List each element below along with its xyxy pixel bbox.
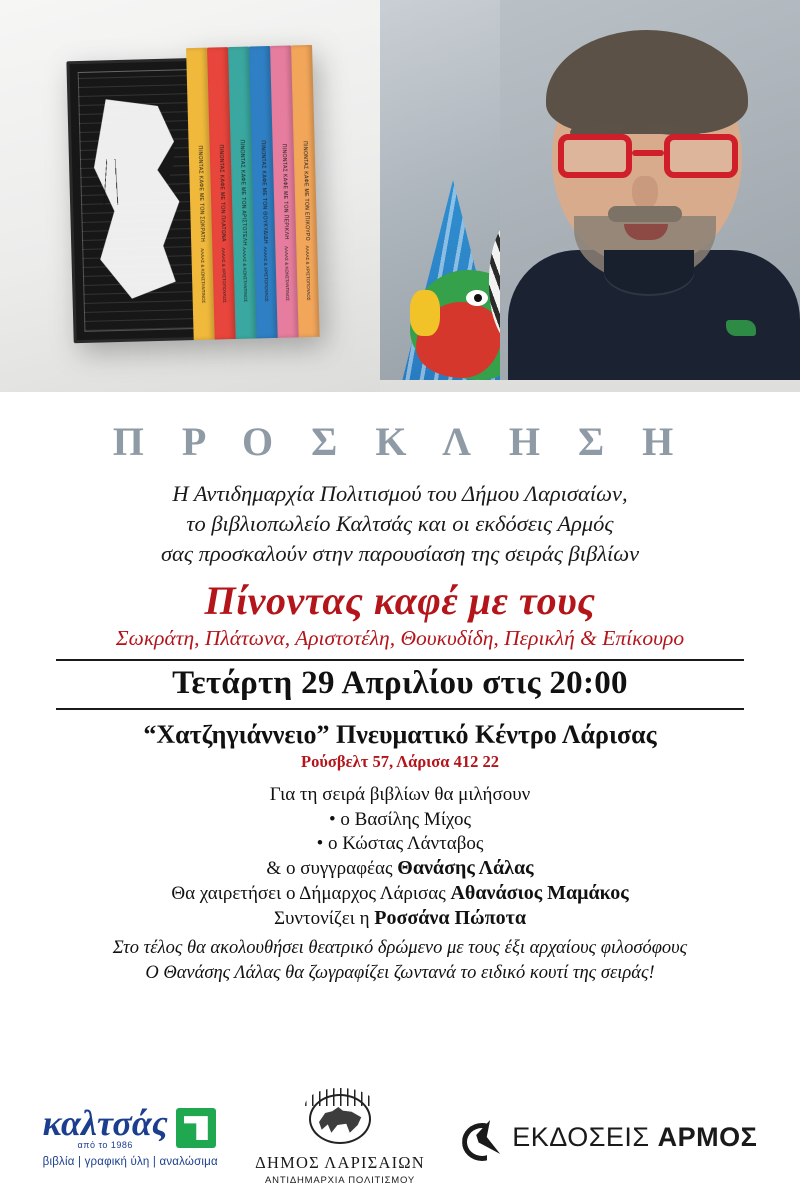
- kaltsas-logo-row: [42, 1103, 218, 1151]
- dimos-larisaion-logo[interactable]: [255, 1088, 425, 1186]
- book-spine-title: ΠΙΝΟΝΤΑΣ ΚΑΦΕ ΜΕ ΤΟΝ ΘΟΥΚΥΔΙΔΗ: [259, 140, 268, 244]
- book-spine-title: ΠΙΝΟΝΤΑΣ ΚΑΦΕ ΜΕ ΤΟΝ ΣΩΚΡΑΤΗ: [196, 145, 205, 243]
- book-spine-title: ΠΙΝΟΝΤΑΣ ΚΑΦΕ ΜΕ ΤΟΝ ΠΛΑΤΩΝΑ: [217, 144, 226, 243]
- book-boxset: [66, 45, 324, 351]
- shirt-collar: [604, 250, 694, 296]
- red-glasses-icon: [558, 134, 738, 178]
- mayor-prefix: Θα χαιρετήσει ο Δήμαρχος Λάρισας: [171, 882, 451, 904]
- lens-right: [664, 134, 738, 178]
- kaltsas-wordmark: [42, 1103, 168, 1151]
- host-prefix: Συντονίζει η: [273, 907, 375, 929]
- kaltsas-since-text: από το 1986: [77, 1140, 133, 1151]
- speaker-item: • ο Κώστας Λάνταβος: [316, 832, 484, 854]
- author-name: Θανάσης Λάλας: [397, 856, 534, 879]
- book-spine-author: ΛΑΛΑΣ & ΚΩΝΣΤΑΝΤΙΝΟΣ: [241, 246, 248, 302]
- book-spine-author: ΛΑΛΑΣ & ΚΩΝΣΤΑΝΤΙΝΟΣ: [199, 248, 206, 304]
- dimos-department: ΑΝΤΙΔΗΜΑΡΧΙΑ ΠΟΛΙΤΙΣΜΟΥ: [265, 1175, 415, 1186]
- philosophers-list: Σωκράτη, Πλάτωνα, Αριστοτέλη, Θουκυδίδη, Περικλή & Επίκουρο: [115, 625, 685, 650]
- moustache: [608, 206, 682, 222]
- armos-word-1: ΕΚΔΟΣΕΙΣ: [512, 1121, 658, 1152]
- slipcase: [66, 58, 205, 343]
- kaltsas-name-text: καλτσάς: [42, 1103, 168, 1144]
- hair: [546, 30, 748, 134]
- hero-image-band: [0, 0, 800, 392]
- sponsor-logos: [0, 1080, 800, 1200]
- dimos-name: ΔΗΜΟΣ ΛΑΡΙΣΑΙΩΝ: [255, 1153, 425, 1172]
- book-spine-title: ΠΙΝΟΝΤΑΣ ΚΑΦΕ ΜΕ ΤΟΝ ΕΠΙΚΟΥΡΟ: [301, 141, 310, 242]
- speaker-item: • ο Βασίλης Μίχος: [329, 808, 471, 830]
- epilogue-line-1: Στο τέλος θα ακολουθήσει θεατρικό δρώμενο με τους έξι αρχαίους φιλοσόφους: [112, 937, 688, 958]
- boxset-photo: [0, 0, 380, 392]
- author-photo: [380, 0, 800, 380]
- armos-publications-logo[interactable]: [462, 1120, 757, 1154]
- book-spine-title: ΠΙΝΟΝΤΑΣ ΚΑΦΕ ΜΕ ΤΟΝ ΠΕΡΙΚΛΗ: [280, 143, 289, 240]
- horse-emblem-icon: [301, 1088, 379, 1150]
- book-spines: [186, 45, 324, 348]
- page-title: Π Ρ Ο Σ Κ Λ Η Σ Η: [112, 419, 688, 464]
- kaltsas-tagline: βιβλία | γραφική ύλη | αναλώσιμα: [42, 1155, 218, 1168]
- intro-line-2: το βιβλιοπωλείο Καλτσάς και οι εκδόσεις Αρμός: [186, 510, 614, 536]
- event-datetime: Τετάρτη 29 Απριλίου στις 20:00: [172, 664, 628, 701]
- kaltsas-book-icon: [176, 1108, 216, 1148]
- author-line: [30, 857, 770, 880]
- event-venue: “Χατζηγιάννειο” Πνευματικό Κέντρο Λάρισας: [143, 719, 657, 749]
- kaltsas-logo[interactable]: [42, 1103, 218, 1168]
- crocodile-logo-icon: [726, 320, 756, 336]
- host-name: Ροσσάνα Πώποτα: [374, 906, 527, 929]
- portrait-of-author: [500, 0, 800, 380]
- ceramic-eye: [466, 290, 488, 306]
- book-spine-author: ΛΑΛΑΣ & ΧΡΙΣΤΟΠΟΥΛΟΣ: [220, 247, 227, 303]
- series-title: Πίνοντας καφέ με τους: [204, 577, 596, 623]
- book-spine-author: ΛΑΛΑΣ & ΧΡΙΣΤΟΠΟΥΛΟΣ: [262, 246, 269, 302]
- event-address: Ρούσβελτ 57, Λάρισα 412 22: [301, 751, 499, 771]
- epilogue-line-2: Ο Θανάσης Λάλας θα ζωγραφίζει ζωντανά το ειδικό κουτί της σειράς!: [145, 962, 655, 983]
- armos-mark-icon: [462, 1120, 502, 1154]
- intro-line-3: σας προσκαλούν στην παρουσίαση της σειράς βιβλίων: [160, 540, 640, 566]
- nose: [632, 176, 658, 210]
- slipcase-handwriting: [102, 158, 173, 206]
- intro-line-1: Η Αντιδημαρχία Πολιτισμού του Δήμου Λαρισαίων,: [172, 481, 628, 506]
- host-line: [30, 907, 770, 930]
- yellow-ceramic-detail: [410, 290, 440, 336]
- event-datetime-band: [56, 659, 744, 710]
- book-spine-author: ΛΑΛΑΣ & ΚΩΝΣΤΑΝΤΙΝΟΣ: [283, 245, 290, 301]
- mayor-line: [30, 882, 770, 905]
- book-spine-title: ΠΙΝΟΝΤΑΣ ΚΑΦΕ ΜΕ ΤΟΝ ΑΡΙΣΤΟΤΕΛΗ: [237, 139, 247, 246]
- armos-wordmark: [512, 1122, 757, 1153]
- speakers-intro: Για τη σειρά βιβλίων θα μιλήσουν: [269, 783, 531, 805]
- author-prefix: & ο συγγραφέας: [266, 857, 398, 879]
- mayor-name: Αθανάσιος Μαμάκος: [450, 881, 629, 904]
- book-spine-author: ΛΑΛΑΣ & ΧΡΙΣΤΟΠΟΥΛΟΣ: [304, 245, 311, 301]
- armos-word-2: ΑΡΜΟΣ: [657, 1121, 758, 1152]
- lens-left: [558, 134, 632, 178]
- invitation-text: [0, 392, 800, 986]
- glasses-bridge: [632, 150, 664, 156]
